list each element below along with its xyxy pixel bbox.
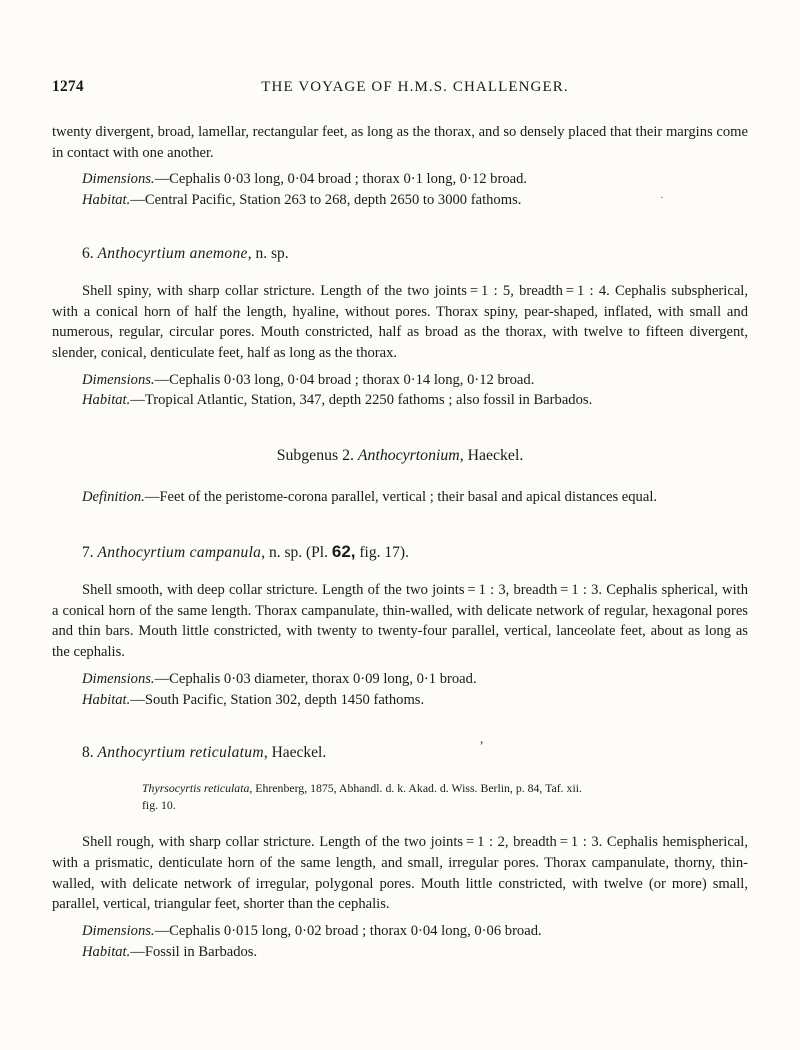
- species-authority-7-pre: , n. sp. (Pl.: [261, 543, 332, 561]
- habitat-label: Habitat.: [82, 192, 131, 209]
- species-heading-8: [52, 744, 748, 762]
- species-6-habitat: [52, 390, 748, 411]
- stray-tick-mark: ·: [660, 192, 664, 204]
- species-7-dimensions: [52, 669, 748, 690]
- plate-number-7: 62,: [331, 541, 356, 561]
- reference-species-name: Thyrsocyrtis reticulata: [142, 781, 250, 796]
- habitat-label: Habitat.: [82, 691, 131, 708]
- intro-paragraph: twenty divergent, broad, lamellar, rectangular feet, as long as the thorax, and so densely placed that their margins come in contact with one another.: [52, 124, 748, 161]
- dimensions-text: —Cephalis 0·03 long, 0·04 broad ; thorax 0·14 long, 0·12 broad.: [154, 371, 535, 388]
- species-number-7: 7.: [82, 543, 98, 561]
- intro-dimensions: [52, 169, 748, 190]
- dimensions-label: Dimensions.: [82, 371, 155, 388]
- species-heading-7: [52, 542, 748, 562]
- species-number-6: 6.: [82, 244, 98, 262]
- species-8-body: Shell rough, with sharp collar stricture. Length of the two joints = 1 : 2, breadth = 1 : 3. Cephalis hemispherical, with a prismatic, denticulate horn of the same length, and small, irregular pores. Thorax campanulate, thorny, thin-walled, with delicate network of irregular, polygonal pores. Mouth little constricted, with twelve (or more) small, parallel, vertical, triangular feet, shorter than the cephalis.: [52, 834, 748, 913]
- species-8-dimensions: [52, 921, 748, 942]
- dimensions-text: —Cephalis 0·03 diameter, thorax 0·09 long, 0·1 broad.: [154, 670, 477, 687]
- subgenus-heading: [52, 447, 748, 465]
- definition-text: —Feet of the peristome-corona parallel, vertical ; their basal and apical distances equal.: [144, 489, 658, 506]
- species-8-habitat: [52, 942, 748, 963]
- habitat-label: Habitat.: [82, 392, 131, 409]
- habitat-text: —Tropical Atlantic, Station, 347, depth 2250 fathoms ; also fossil in Barbados.: [130, 392, 593, 409]
- dimensions-label: Dimensions.: [82, 171, 155, 188]
- species-authority-6: , n. sp.: [247, 244, 289, 262]
- habitat-text: —Central Pacific, Station 263 to 268, depth 2650 to 3000 fathoms.: [130, 192, 522, 209]
- habitat-label: Habitat.: [82, 943, 131, 960]
- habitat-text: —South Pacific, Station 302, depth 1450 fathoms.: [130, 691, 425, 708]
- species-authority-8: , Haeckel.: [263, 744, 327, 762]
- intro-habitat: [52, 190, 748, 211]
- species-name-7: Anthocyrtium campanula: [97, 543, 262, 561]
- running-title: THE VOYAGE OF H.M.S. CHALLENGER.: [261, 79, 569, 95]
- stray-comma-mark: ,: [480, 731, 484, 746]
- species-8-reference: [142, 780, 718, 797]
- definition-label: Definition.: [82, 489, 145, 506]
- species-name-8: Anthocyrtium reticulatum: [97, 744, 264, 762]
- species-6-dimensions: [52, 370, 748, 391]
- subgenus-prefix: Subgenus 2.: [276, 447, 358, 465]
- dimensions-text: —Cephalis 0·03 long, 0·04 broad ; thorax 0·1 long, 0·12 broad.: [154, 171, 528, 188]
- species-number-8: 8.: [82, 744, 98, 762]
- dimensions-label: Dimensions.: [82, 670, 155, 687]
- species-7-body: Shell smooth, with deep collar stricture. Length of the two joints = 1 : 3, breadth = 1 : 3. Cephalis spherical, with a conical horn of the same length. Thorax campanulate, thin-walled, with delicate network of regular, hexagonal pores and thin bars. Mouth little constricted, with twenty to twenty-four parallel, vertical, lanceolate feet, about as long as the cephalis.: [52, 581, 748, 661]
- page-number: 1274: [52, 78, 84, 95]
- species-name-6: Anthocyrtium anemone: [97, 244, 248, 262]
- species-7-habitat: [52, 690, 748, 711]
- subgenus-authority: , Haeckel.: [459, 447, 524, 465]
- subgenus-name: Anthocyrtonium: [357, 447, 460, 465]
- running-head: [52, 78, 748, 96]
- dimensions-label: Dimensions.: [82, 922, 155, 939]
- species-heading-6: [52, 245, 748, 263]
- species-8-reference-cont: fig. 10.: [142, 798, 176, 813]
- reference-citation: , Ehrenberg, 1875, Abhandl. d. k. Akad. d. Wiss. Berlin, p. 84, Taf. xii.: [249, 781, 582, 796]
- subgenus-definition: [52, 487, 748, 508]
- species-authority-7-post: fig. 17).: [355, 543, 409, 561]
- habitat-text: —Fossil in Barbados.: [130, 943, 258, 960]
- dimensions-text: —Cephalis 0·015 long, 0·02 broad ; thorax 0·04 long, 0·06 broad.: [154, 922, 542, 939]
- species-6-body: Shell spiny, with sharp collar stricture. Length of the two joints = 1 : 5, breadth = 1 : 4. Cephalis subspherical, with a conical horn of half the length, hyaline, without pores. Thorax spiny, pear-shaped, inflated, with small and numerous, regular, circular pores. Mouth constricted, half as broad as the thorax, with twelve to fifteen divergent, slender, conical, denticulate feet, half as long as the thorax.: [52, 282, 748, 362]
